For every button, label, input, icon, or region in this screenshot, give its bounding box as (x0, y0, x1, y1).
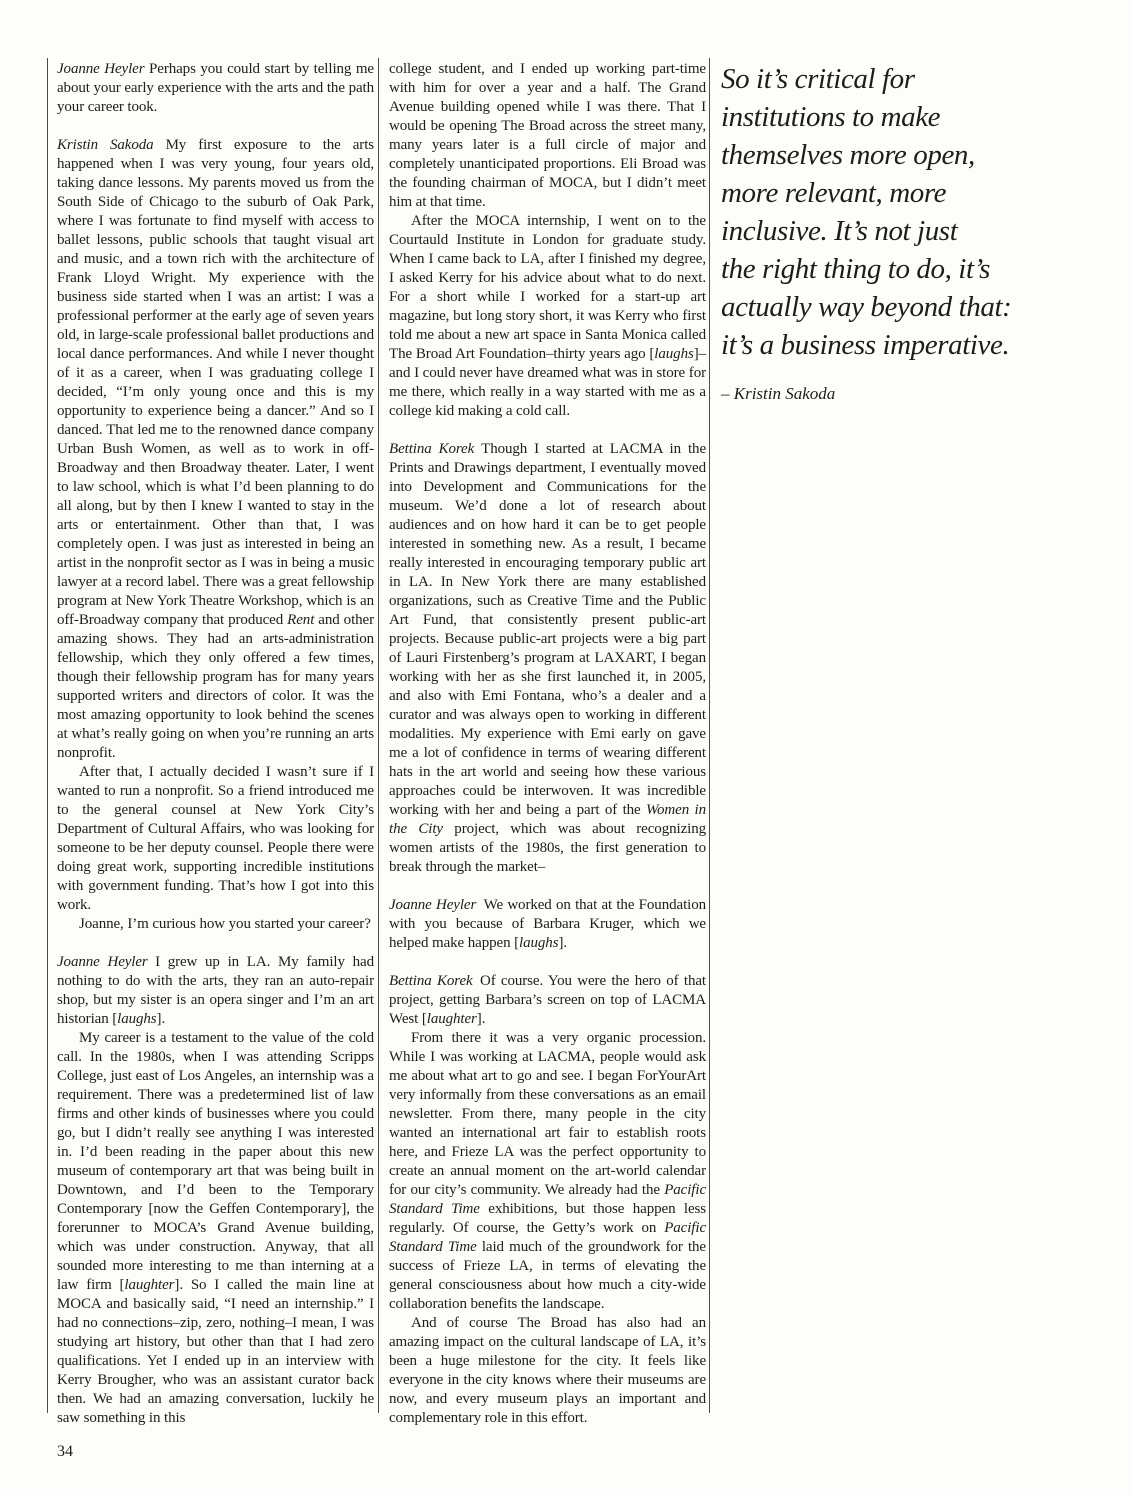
emphasized-text-segment: laughs (519, 935, 559, 951)
paragraph (57, 136, 374, 763)
emphasized-text-segment: laughter (124, 1277, 175, 1293)
column-rule-middle (378, 58, 379, 1413)
text-segment: Of course. You were the hero of that project, getting Barbara’s screen on top of LACMA West [ (389, 973, 706, 1027)
text-segment: ]. (558, 935, 567, 951)
text-segment: We worked on that at the Foundation with you because of Barbara Kruger, which we helped make happen [ (389, 897, 707, 951)
paragraph (57, 1029, 374, 1428)
paragraph (57, 60, 374, 117)
emphasized-text-segment: Joanne Heyler (57, 954, 148, 970)
paragraph (389, 60, 706, 212)
text-segment: exhibitions, but those happen less regularly. Of course, the Getty’s work on (389, 1201, 706, 1236)
paragraph (389, 972, 706, 1029)
paragraph (389, 440, 706, 877)
paragraph (389, 1314, 706, 1428)
pull-quote-text (721, 60, 1066, 364)
column-rule-right (709, 58, 710, 1413)
emphasized-text-segment: Joanne Heyler (389, 897, 477, 913)
text-segment: From there it was a very organic procession. While I was working at LACMA, people would ask me about what art to go and see. I began ForYourArt very informally from these conversations as an email newsletter. From there, many people in the city wanted an international art fair to establish roots here, and Frieze LA was the perfect opportunity to create an annual moment on the art-world calendar for our city’s community. We already had the (389, 1030, 706, 1198)
pull-quote-line: actually way beyond that: (721, 291, 1012, 323)
paragraph (389, 896, 706, 953)
emphasized-text-segment: laughs (654, 346, 694, 362)
paragraph (57, 953, 374, 1029)
emphasized-text-segment: Women in the City (389, 802, 706, 837)
pull-quote-line: it’s a business imperative. (721, 329, 1010, 361)
text-segment: ]. So I called the main line at MOCA and basically said, “I need an internship.” I had no connections–zip, zero, nothing–I mean, I was studying art history, but other than that I had zero qualifications. Yet I ended up in an interview with Kerry Brougher, who was an assistant curator back then. We had an amazing conversation, luckily he saw something in this (57, 1277, 374, 1426)
pull-quote-line: institutions to make (721, 101, 941, 133)
emphasized-text-segment: laughter (426, 1011, 477, 1027)
paragraph (57, 763, 374, 915)
pull-quote-line: themselves more open, (721, 139, 975, 171)
pull-quote-attribution: – Kristin Sakoda (721, 384, 836, 403)
emphasized-text-segment: Bettina Korek (389, 973, 473, 989)
paragraph (57, 915, 374, 934)
text-segment: ]–and I could never have dreamed what was in store for me there, which really in a way started with me as a college kid making a cold call. (389, 346, 706, 419)
page-number: 34 (57, 1443, 73, 1460)
text-segment: After that, I actually decided I wasn’t sure if I wanted to run a nonprofit. So a friend introduced me to the general counsel at New York City’s Department of Cultural Affairs, who was looking for someone to be her deputy counsel. People there were doing great work, supporting incredible institutions with government funding. That’s how I got into this work. (57, 764, 374, 913)
emphasized-text-segment: Pacific Standard Time (389, 1182, 706, 1217)
pull-quote-line: the right thing to do, it’s (721, 253, 991, 285)
interview-text-column-2 (389, 60, 706, 1428)
interview-text-column-1 (57, 60, 374, 1428)
text-segment: I grew up in LA. My family had nothing to do with the arts, they ran an auto-repair shop, but my sister is an opera singer and I’m an art historian [ (57, 954, 374, 1027)
paragraph (389, 1029, 706, 1314)
pull-quote-line: more relevant, more (721, 177, 947, 209)
text-segment: Perhaps you could start by telling me about your early experience with the arts and the path your career took. (57, 61, 374, 115)
pull-quote-line: inclusive. It’s not just (721, 215, 958, 247)
emphasized-text-segment: laughs (117, 1011, 157, 1027)
column-rule-left (47, 58, 48, 1413)
text-segment: ]. (156, 1011, 166, 1027)
text-segment: college student, and I ended up working part-time with him for over a year and a half. The Grand Avenue building opened while I was there. That I would be opening The Broad across the street many, many years later is a full circle of major and completely unanticipated proportions. Eli Broad was the founding chairman of MOCA, but I didn’t meet him at that time. (389, 61, 706, 210)
text-segment: Joanne, I’m curious how you started your career? (79, 916, 371, 932)
text-segment: My first exposure to the arts happened when I was very young, four years old, taking dance lessons. My parents moved us from the South Side of Chicago to the suburb of Oak Park, where I was fortunate to find myself with access to ballet lessons, public schools that taught visual art and music, and a town rich with the architecture of Frank Lloyd Wright. My experience with the business side started when I was an artist: I was a professional performer at the early age of seven years old, in large-scale professional ballet productions and local dance performances. And while I never thought of it as a career, when I was graduating college I decided, “I’m only young once and this is my opportunity to experience being a dancer.” And so I danced. That led me to the renowned dance company Urban Bush Women, as well as to work in off-Broadway and then Broadway theater. Later, I went to law school, which is what I’d been planning to do all along, but by then I knew I wanted to stay in the arts or entertainment. Other than that, I was completely open. I was just as interested in being an artist in the nonprofit sector as I was in being a music lawyer at a record label. There was a great fellowship program at New York Theatre Workshop, which is an off-Broadway company that produced (57, 137, 374, 628)
emphasized-text-segment: Rent (287, 612, 315, 628)
text-segment: Though I started at LACMA in the Prints and Drawings department, I eventually moved into Development and Communications for the museum. We’d done a lot of research about audiences and on how hard it can be to get people interested in something new. As a result, I became really interested in encouraging temporary public art in LA. In New York there are many established organizations, such as Creative Time and the Public Art Fund, that consistently present public-art projects. Because public-art projects were a big part of Lauri Firstenberg’s program at LAXART, I began working with her as she first launched it, in 2005, and also with Emi Fontana, who’s a dealer and a curator and was always open to working in different modalities. My experience with Emi early on gave me a lot of confidence in terms of wearing different hats in the art world and seeing how these various approaches could be interwoven. It was incredible working with her and being a part of the (389, 441, 706, 818)
text-segment: And of course The Broad has also had an amazing impact on the cultural landscape of LA, it’s been a huge milestone for the city. It feels like everyone in the city knows where their museums are now, and every museum plays an important and complementary role in this effort. (389, 1315, 706, 1426)
text-segment: After the MOCA internship, I went on to the Courtauld Institute in London for graduate study. When I came back to LA, after I finished my degree, I asked Kerry for his advice about what to do next. For a short while I worked for a start-up art magazine, but long story short, it was Kerry who first told me about a new art space in Santa Monica called The Broad Art Foundation–thirty years ago [ (389, 213, 706, 362)
emphasized-text-segment: Bettina Korek (389, 441, 482, 457)
paragraph (389, 212, 706, 421)
text-segment: project, which was about recognizing women artists of the 1980s, the first generation to break through the market– (389, 821, 706, 875)
emphasized-text-segment: Pacific Standard Time (389, 1220, 706, 1255)
emphasized-text-segment: Joanne Heyler (57, 61, 150, 77)
pull-quote-line: So it’s critical for (721, 63, 915, 95)
text-segment: ]. (476, 1011, 486, 1027)
emphasized-text-segment: Kristin Sakoda (57, 137, 166, 153)
pull-quote (721, 60, 1066, 405)
text-segment: My career is a testament to the value of the cold call. In the 1980s, when I was attending Scripps College, just east of Los Angeles, an internship was a requirement. There was a predetermined list of law firms and other kinds of businesses where you could go, but I didn’t really see anything I was interested in. I’d been reading in the paper about this new museum of contemporary art that was being built in Downtown, and I’d been to the Temporary Contemporary [now the Geffen Contemporary], the forerunner to MOCA’s Grand Avenue building, which was under construction. Anyway, that all sounded more interesting to me than interning at a law firm [ (57, 1030, 374, 1293)
text-segment: laid much of the groundwork for the success of Frieze LA, in terms of elevating the general consciousness about how much a city-wide collaboration benefits the landscape. (389, 1239, 706, 1312)
text-segment: and other amazing shows. They had an arts-administration fellowship, which they only offered a few times, though their fellowship program has for many years supported writers and directors of color. It was the most amazing opportunity to look behind the scenes at what’s really going on when you’re running an arts nonprofit. (57, 612, 374, 761)
